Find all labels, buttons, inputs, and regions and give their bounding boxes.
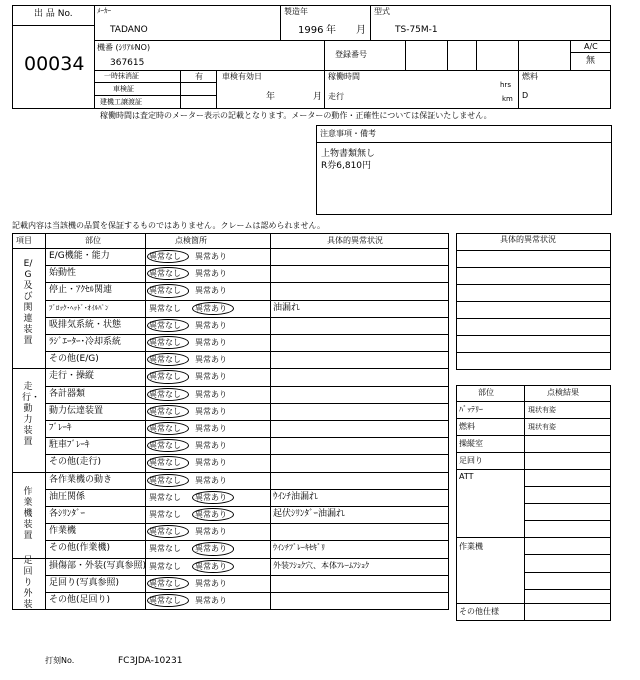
part-name: 損傷部・外装(写真参照) bbox=[49, 560, 147, 571]
maker-label: ﾒｰｶｰ bbox=[97, 7, 111, 15]
ok-option[interactable]: 異常なし bbox=[149, 303, 181, 313]
part-name: 動力伝達装置 bbox=[49, 405, 104, 416]
hours-label: 稼働時間 bbox=[328, 72, 360, 81]
ok-option[interactable]: 異常なし bbox=[149, 475, 181, 485]
part-name: 駐車ﾌﾞﾚｰｷ bbox=[49, 440, 90, 451]
part-name: ﾗｼﾞｴｰﾀｰ･冷却系統 bbox=[49, 337, 122, 347]
stamp-label: 打刻No. bbox=[45, 656, 75, 665]
selection-circle bbox=[147, 577, 189, 590]
ac-label: A/C bbox=[584, 42, 598, 51]
construction-cert-label: 建機工譲渡証 bbox=[100, 98, 142, 106]
selection-circle bbox=[147, 319, 189, 332]
ng-option[interactable]: 異常あり bbox=[195, 338, 227, 347]
hours-unit: hrs bbox=[500, 81, 511, 89]
rt-battery-result: 現状有姿 bbox=[528, 406, 556, 414]
part-name: ﾌﾞﾛｯｸ･ﾍｯﾄﾞ･ｵｲﾙﾊﾟﾝ bbox=[49, 303, 109, 312]
section-label: 走行・動力装置 bbox=[22, 381, 41, 447]
year-unit: 年 bbox=[326, 25, 336, 36]
ok-option[interactable]: 異常なし bbox=[149, 458, 181, 468]
ng-option[interactable]: 異常あり bbox=[195, 458, 227, 468]
part-name: E/G機能・能力 bbox=[49, 251, 110, 261]
ng-option[interactable]: 異常あり bbox=[195, 303, 227, 313]
month-unit: 月 bbox=[356, 25, 366, 36]
selection-circle bbox=[192, 491, 234, 504]
section-label: 足回り外装 bbox=[23, 555, 33, 610]
remarks-line2: R券6,810円 bbox=[321, 161, 372, 171]
rt-battery: ﾊﾞｯﾃﾘｰ bbox=[459, 405, 483, 414]
table-header-cell: 具体的異常状況 bbox=[327, 236, 383, 245]
ng-option[interactable]: 異常あり bbox=[195, 596, 227, 605]
ok-option[interactable]: 異常なし bbox=[149, 527, 181, 537]
abnormal-note: 起伏ｼﾘﾝﾀﾞｰ油漏れ bbox=[273, 509, 346, 519]
ng-option[interactable]: 異常あり bbox=[195, 561, 227, 571]
selection-circle bbox=[192, 560, 234, 573]
notice-top: 稼働時間は査定時のメーター表示の記載となります。メーターの動作・正確性については保証いたしません。 bbox=[100, 111, 492, 120]
rt-fuel: 燃料 bbox=[459, 422, 475, 431]
year-value: 1996 bbox=[298, 25, 324, 36]
ok-option[interactable]: 異常なし bbox=[149, 252, 181, 261]
year-label: 製造年 bbox=[284, 7, 308, 16]
ng-option[interactable]: 異常あり bbox=[195, 269, 227, 279]
inspection-valid-label: 車検有効日 bbox=[222, 72, 262, 81]
ac-value: 無 bbox=[586, 56, 596, 66]
abnormal-note: 油漏れ bbox=[273, 302, 301, 313]
ok-option[interactable]: 異常なし bbox=[149, 355, 181, 365]
part-name: 始動性 bbox=[49, 268, 77, 279]
rt-fuel-result: 現状有姿 bbox=[528, 423, 556, 431]
insp-month-unit: 月 bbox=[313, 92, 323, 102]
remarks-line1: 上物書類無し bbox=[321, 149, 376, 159]
rt-header-result: 点検結果 bbox=[547, 388, 579, 397]
ok-option[interactable]: 異常なし bbox=[149, 320, 181, 330]
ok-option[interactable]: 異常なし bbox=[149, 424, 181, 433]
ng-option[interactable]: 異常あり bbox=[195, 320, 227, 330]
ok-option[interactable]: 異常なし bbox=[149, 338, 181, 347]
model: TS-75M-1 bbox=[395, 25, 438, 35]
ok-option[interactable]: 異常なし bbox=[149, 372, 181, 382]
notice-quality: 記載内容は当該機の品質を保証するものではありません。クレームは認められません。 bbox=[12, 221, 325, 230]
ok-option[interactable]: 異常なし bbox=[149, 596, 181, 605]
rt-att: ATT bbox=[459, 472, 474, 481]
lot-no: 00034 bbox=[24, 53, 85, 75]
ng-option[interactable]: 異常あり bbox=[195, 286, 227, 296]
ng-option[interactable]: 異常あり bbox=[195, 441, 227, 451]
part-name: その他(走行) bbox=[49, 457, 102, 468]
ok-option[interactable]: 異常なし bbox=[149, 389, 181, 399]
section-label: E/G及び関連装置 bbox=[23, 258, 33, 346]
table-header-cell: 項目 bbox=[16, 236, 32, 245]
table-header-cell: 部位 bbox=[85, 236, 101, 245]
insp-year-unit: 年 bbox=[266, 92, 276, 102]
part-name: その他(足回り) bbox=[49, 595, 111, 605]
rt-other-spec: その他仕様 bbox=[459, 607, 499, 616]
part-name: 油圧関係 bbox=[49, 491, 86, 502]
abnormal-note: 外装ﾌｼｮｸ穴、本体ﾌﾚｰﾑﾌｼｮｸ bbox=[273, 560, 369, 570]
ng-option[interactable]: 異常あり bbox=[195, 527, 227, 537]
part-name: 足回り(写真参照) bbox=[49, 577, 120, 588]
ng-option[interactable]: 異常あり bbox=[195, 406, 227, 416]
temp-cert-label: 一時抹消証 bbox=[104, 72, 139, 80]
ng-option[interactable]: 異常あり bbox=[195, 355, 227, 365]
abnormal-note: ｳｲﾝﾁﾌﾞﾚｰｷｾｷﾞﾘ bbox=[273, 543, 325, 553]
ok-option[interactable]: 異常なし bbox=[149, 406, 181, 416]
part-name: 各ｼﾘﾝﾀﾞｰ bbox=[49, 509, 86, 519]
part-name: 吸排気系統・状態 bbox=[49, 319, 122, 330]
km-unit: km bbox=[502, 95, 513, 103]
model-label: 型式 bbox=[374, 7, 390, 16]
right-note-header: 具体的異常状況 bbox=[500, 235, 556, 244]
selection-circle bbox=[147, 370, 189, 383]
part-name: その他(E/G) bbox=[49, 354, 99, 365]
rt-cab: 操縦室 bbox=[459, 439, 483, 448]
selection-circle bbox=[147, 405, 189, 418]
ng-option[interactable]: 異常あり bbox=[195, 424, 227, 433]
part-name: 走行・操縦 bbox=[49, 371, 95, 382]
ok-option[interactable]: 異常なし bbox=[149, 441, 181, 451]
remarks-label: 注意事項・備考 bbox=[320, 129, 376, 138]
ng-option[interactable]: 異常あり bbox=[195, 492, 227, 502]
serial-label: 機番 (ｼﾘｱﾙNO) bbox=[97, 43, 151, 52]
ng-option[interactable]: 異常あり bbox=[195, 372, 227, 382]
ng-option[interactable]: 異常あり bbox=[195, 510, 227, 519]
selection-circle bbox=[192, 302, 234, 315]
ok-option[interactable]: 異常なし bbox=[149, 269, 181, 279]
part-name: 各作業機の動き bbox=[49, 474, 113, 485]
serial: 367615 bbox=[110, 58, 145, 68]
rt-work-machine: 作業機 bbox=[459, 542, 483, 551]
section-label: 作業機装置 bbox=[23, 487, 33, 542]
inspection-cert-label: 車検証 bbox=[113, 85, 134, 93]
ng-option[interactable]: 異常あり bbox=[195, 389, 227, 399]
rt-header-part: 部位 bbox=[478, 388, 494, 397]
part-name: その他(作業機) bbox=[49, 543, 111, 554]
ok-option[interactable]: 異常なし bbox=[149, 492, 181, 502]
travel-label: 走行 bbox=[328, 92, 344, 101]
part-name: 各計器類 bbox=[49, 388, 86, 399]
selection-circle bbox=[147, 388, 189, 401]
fuel-value: D bbox=[522, 91, 529, 100]
ok-option[interactable]: 異常なし bbox=[149, 578, 181, 588]
selection-circle bbox=[147, 456, 189, 469]
ng-option[interactable]: 異常あり bbox=[195, 475, 227, 485]
temp-cert-value: 有 bbox=[195, 72, 203, 81]
selection-circle bbox=[147, 284, 189, 297]
fuel-label: 燃料 bbox=[522, 72, 538, 81]
table-header-cell: 点検箇所 bbox=[175, 236, 207, 245]
ok-option[interactable]: 異常なし bbox=[149, 561, 181, 571]
part-name: 停止・ｱｸｾﾙ関連 bbox=[49, 285, 113, 296]
abnormal-note: ｳｲﾝﾁ油漏れ bbox=[273, 491, 319, 502]
ng-option[interactable]: 異常あり bbox=[195, 252, 227, 261]
ng-option[interactable]: 異常あり bbox=[195, 578, 227, 588]
stamp-value: FC3JDA-10231 bbox=[118, 656, 183, 666]
reg-label: 登録番号 bbox=[335, 50, 367, 59]
ok-option[interactable]: 異常なし bbox=[149, 286, 181, 296]
part-name: ﾌﾞﾚｰｷ bbox=[49, 423, 72, 433]
lot-no-label: 出 品 No. bbox=[34, 9, 73, 19]
selection-circle bbox=[147, 474, 189, 487]
selection-circle bbox=[192, 542, 234, 555]
ok-option[interactable]: 異常なし bbox=[149, 544, 181, 554]
ok-option[interactable]: 異常なし bbox=[149, 510, 181, 519]
rt-undercarriage: 足回り bbox=[459, 456, 483, 465]
part-name: 作業機 bbox=[49, 526, 77, 537]
ng-option[interactable]: 異常あり bbox=[195, 544, 227, 554]
maker: TADANO bbox=[110, 25, 148, 35]
